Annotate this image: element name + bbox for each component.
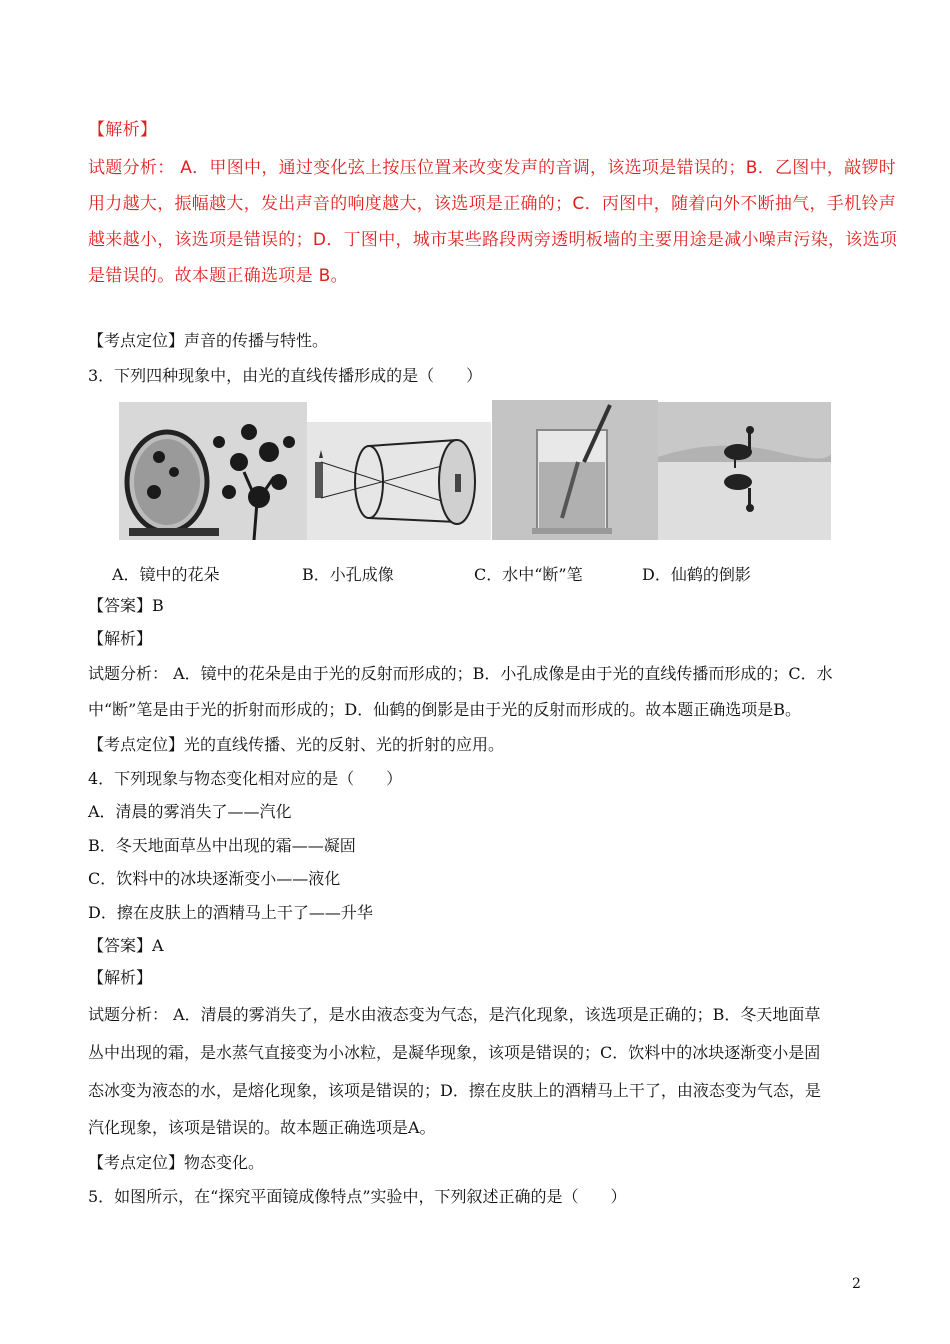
analysis-heading: 【解析】 [88,120,158,140]
q3-option-c: C．水中“断”笔 [474,565,583,584]
page-number: 2 [852,1276,861,1292]
q4-analysis-line: 试题分析： A．清晨的雾消失了，是水由液态变为气态，是汽化现象，该选项是正确的；B．冬天地面草 [88,1005,821,1024]
q3-option-b: B．小孔成像 [302,565,394,584]
q4-analysis-heading: 【解析】 [88,968,153,987]
q4-option-a: A．清晨的雾消失了——汽化 [88,802,292,821]
q3-analysis-heading: 【解析】 [88,629,153,648]
q3-answer: 【答案】B [88,596,164,615]
q4-analysis-line: 汽化现象，该项是错误的。故本题正确选项是A。 [88,1118,436,1137]
figure-pinhole-camera [307,422,491,540]
figure-crane-reflection [658,402,831,540]
q3-topic: 【考点定位】光的直线传播、光的反射、光的折射的应用。 [88,735,505,754]
q3-figures [119,400,831,542]
figure-mirror-flowers [119,402,307,540]
q4-answer: 【答案】A [88,936,164,955]
figure-pencil-in-water [492,400,658,540]
q4-analysis-line: 丛中出现的霜，是水蒸气直接变为小冰粒，是凝华现象，该项是错误的；C．饮料中的冰块逐渐变小是固 [88,1043,821,1062]
q4-stem: 4．下列现象与物态变化相对应的是（ ） [88,769,403,788]
q4-option-d: D．擦在皮肤上的酒精马上干了——升华 [88,903,373,922]
q4-analysis-line: 态冰变为液态的水，是熔化现象，该项是错误的；D．擦在皮肤上的酒精马上干了，由液态变为气态，是 [88,1081,821,1100]
analysis-line: 试题分析： A．甲图中，通过变化弦上按压位置来改变发声的音调，该选项是错误的；B．乙图中，敲锣时 [88,158,897,178]
analysis-line: 是错误的。故本题正确选项是 B。 [88,266,348,286]
analysis-line: 用力越大，振幅越大，发出声音的响度越大，该选项是正确的；C．丙图中，随着向外不断抽气，手机铃声 [88,194,896,214]
q5-stem: 5．如图所示，在“探究平面镜成像特点”实验中，下列叙述正确的是（ ） [88,1187,627,1206]
q4-option-c: C．饮料中的冰块逐渐变小——液化 [88,869,341,888]
q3-option-a: A．镜中的花朵 [112,565,220,584]
analysis-line: 越来越小，该选项是错误的；D．丁图中，城市某些路段两旁透明板墙的主要用途是减小噪声污染，该选项 [88,230,898,250]
q3-option-d: D．仙鹤的倒影 [642,565,751,584]
q4-topic: 【考点定位】物态变化。 [88,1153,265,1172]
q3-stem: 3．下列四种现象中，由光的直线传播形成的是（ ） [88,366,483,385]
q4-option-b: B．冬天地面草丛中出现的霜——凝固 [88,836,356,855]
q2-topic: 【考点定位】声音的传播与特性。 [88,331,329,350]
q3-analysis-line: 试题分析： A．镜中的花朵是由于光的反射而形成的；B．小孔成像是由于光的直线传播而形成的；C．水 [88,664,833,683]
q3-analysis-line: 中“断”笔是由于光的折射而形成的；D．仙鹤的倒影是由于光的反射而形成的。故本题正确选项是B。 [88,700,801,719]
